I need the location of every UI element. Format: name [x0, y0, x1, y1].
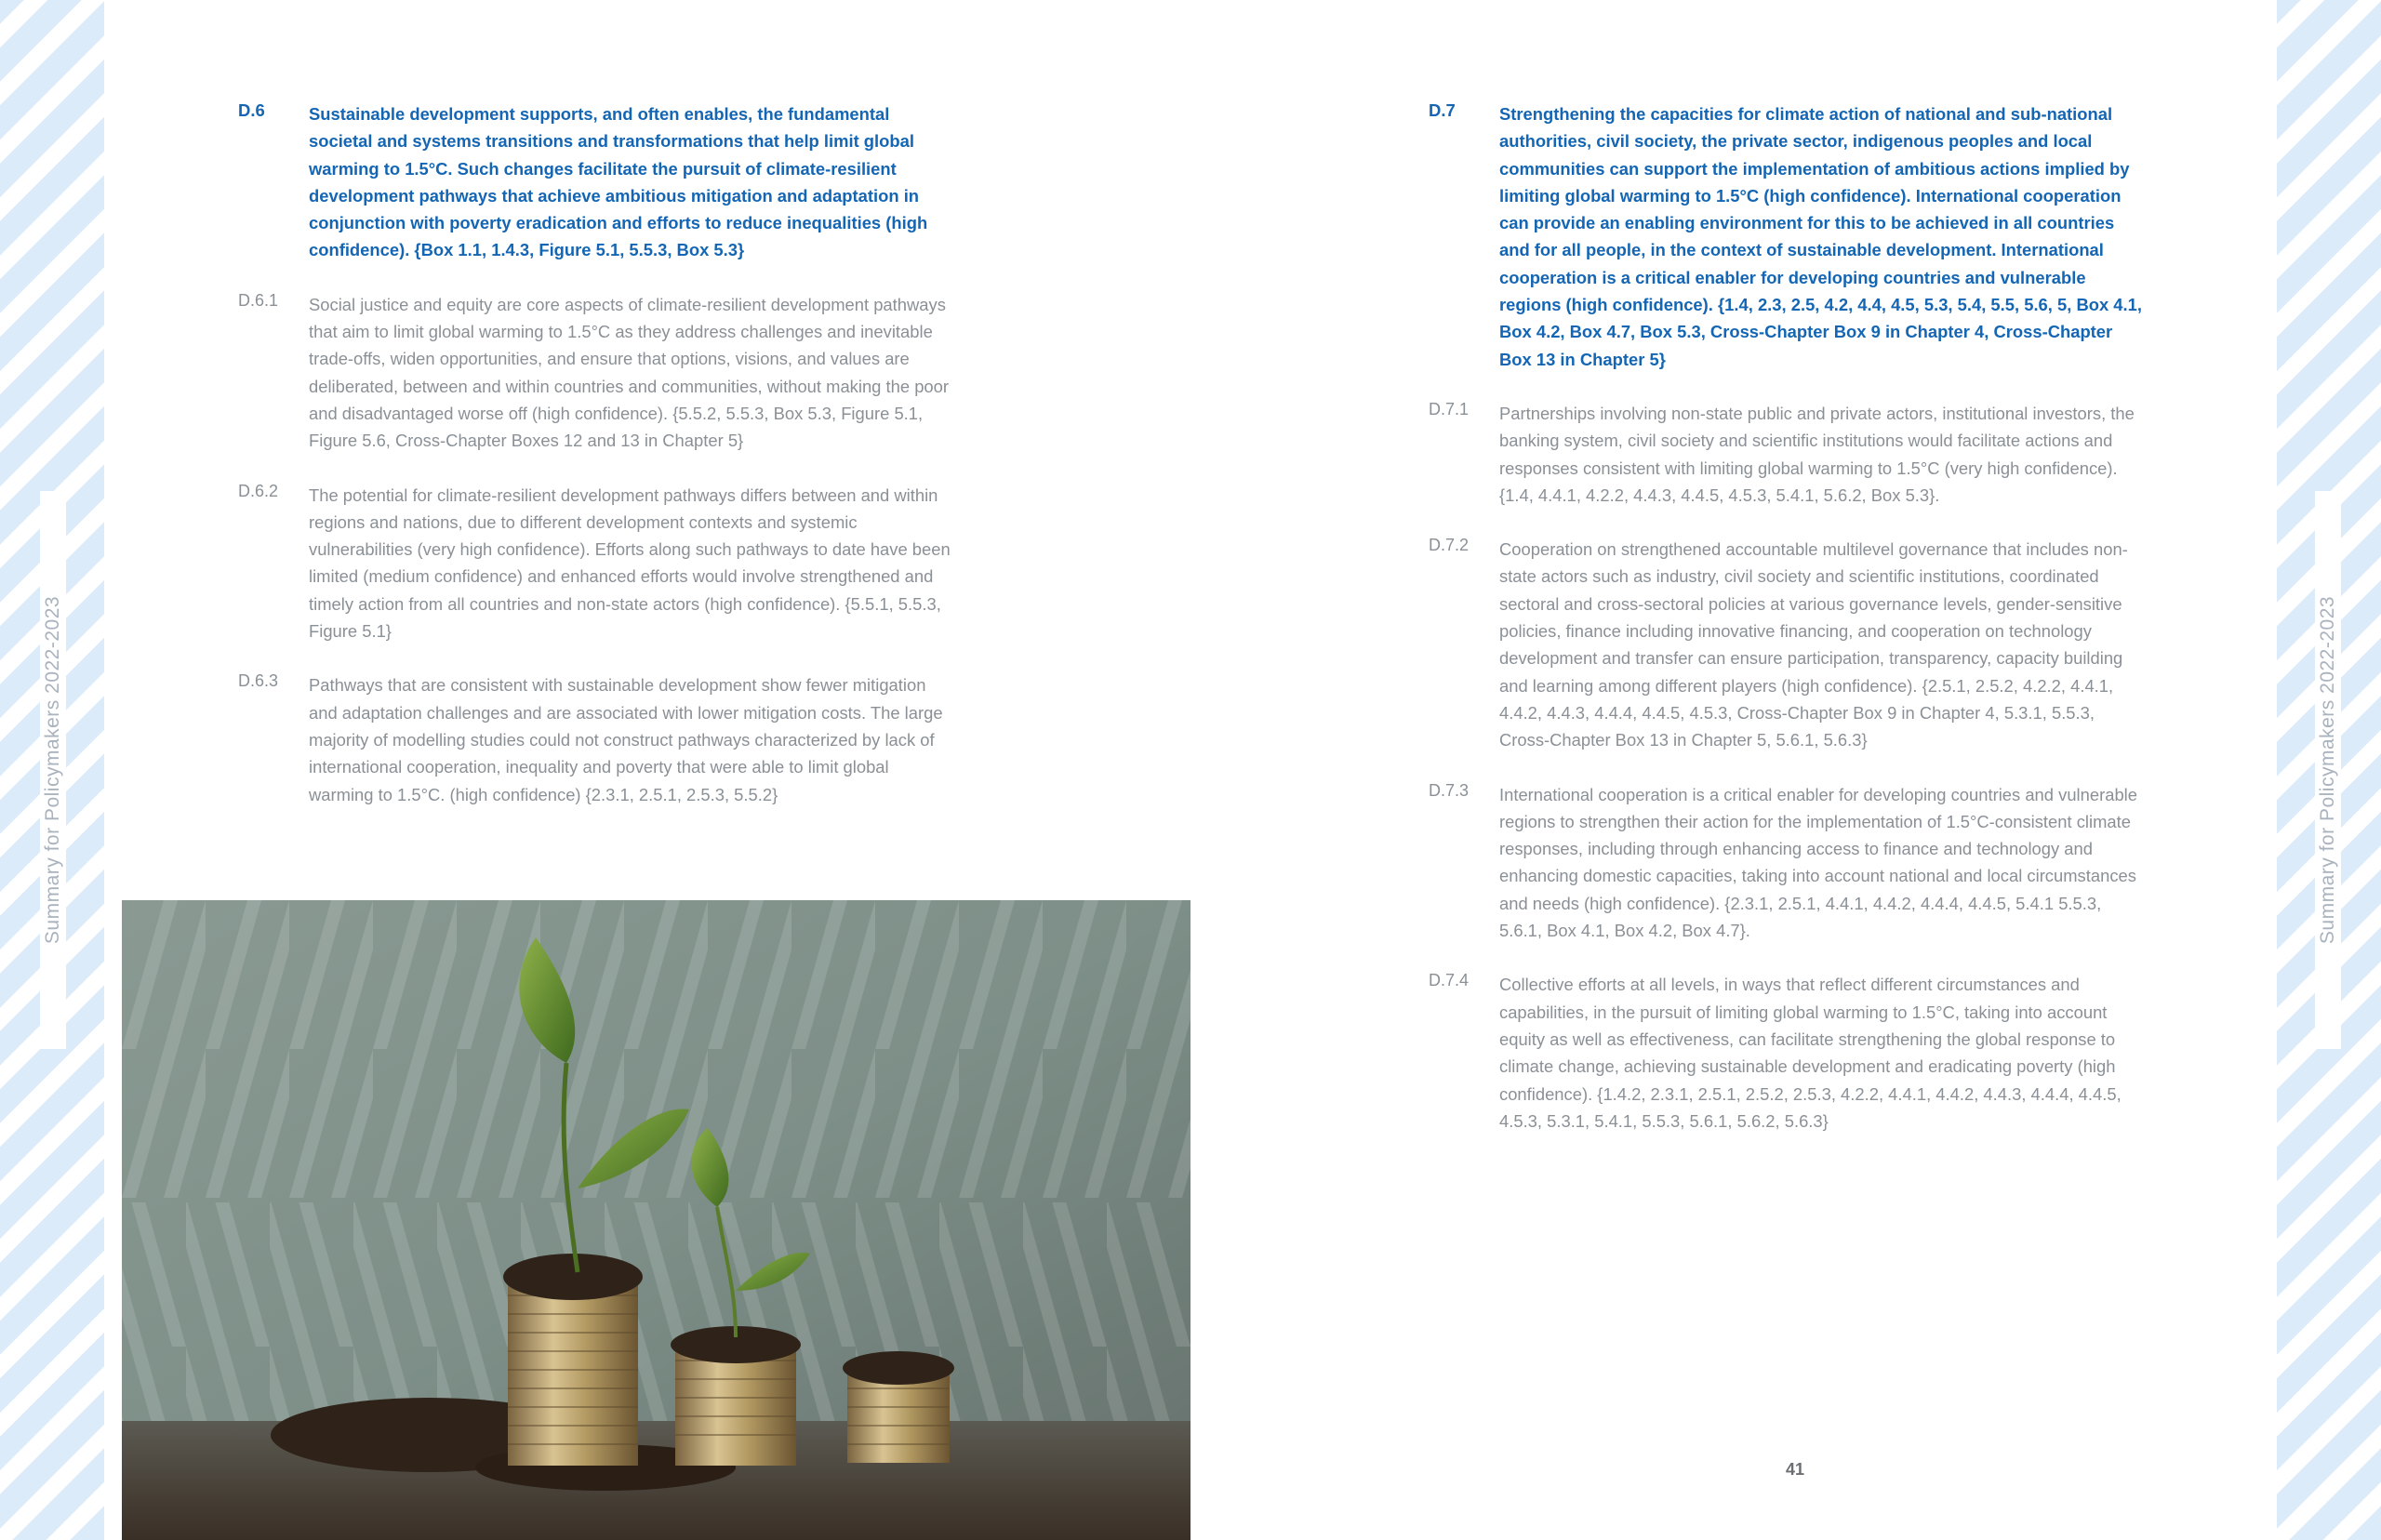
subsection-d7-4: [1429, 971, 2145, 1135]
side-label-right: Summary for Policymakers 2022-2023: [2315, 491, 2341, 1049]
subsection-text: Collective efforts at all levels, in ways that reflect different circumstances and capabilities, in the pursuit of limiting global warming to 1.5°C, taking into account equity as well as effectiveness, can facilitate strengthening the global response to climate change, achieving sustainable development and eradicating poverty (high confidence). {1.4.2, 2.3.1, 2.5.1, 2.5.2, 2.5.3, 4.2.2, 4.4.1, 4.4.2, 4.4.3, 4.4.4, 4.4.5, 4.5.3, 5.3.1, 5.4.1, 5.5.3, 5.6.1, 5.6.2, 5.6.3}: [1499, 975, 2122, 1131]
subsection-code: D.7.1: [1429, 399, 1470, 418]
subsection-text: The potential for climate-resilient development pathways differs between and within regions and nations, due to different development contexts and systemic vulnerabilities (very high confidence). Efforts along such pathways to date have been limited (medium confidence) and enhanced efforts would involve strengthened and timely action from all countries and non-state actors (high confidence). {5.5.1, 5.5.3, Figure 5.1}: [309, 485, 951, 642]
page-number: 41: [1785, 1460, 1805, 1479]
subsection-code: D.6.3: [238, 671, 279, 691]
subsection-d6-1: [238, 291, 954, 455]
section-code: D.7: [1429, 100, 1456, 120]
section-text: Sustainable development supports, and often enables, the fundamental societal and systems transitions and transformations that help limit global warming to 1.5°C. Such changes facilitate the pursuit of climate-resilient development pathways that achieve ambitious mitigation and adaptation in conjunction with poverty eradication and efforts to reduce inequalities (high confidence). {Box 1.1, 1.4.3, Figure 5.1, 5.5.3, Box 5.3}: [309, 104, 928, 260]
subsection-d7-1: [1429, 400, 2145, 509]
subsection-d7-2: [1429, 536, 2145, 753]
subsection-text: International cooperation is a critical enabler for developing countries and vulnerable regions to strengthen their action for the implementation of 1.5°C-consistent climate responses, including through enhancing access to finance and technology and enhancing domestic capacities, taking into account national and local circumstances and needs (high confidence). {2.3.1, 2.5.1, 4.4.1, 4.4.2, 4.4.4, 4.4.5, 5.4.1 5.5.3, 5.6.1, Box 4.1, Box 4.2, Box 4.7}.: [1499, 784, 2137, 941]
subsection-code: D.7.4: [1429, 971, 1470, 990]
subsection-text: Cooperation on strengthened accountable multilevel governance that includes non-state actors such as industry, civil society and scientific institutions, coordinated sectoral and cross-sectoral policies at various governance levels, gender-sensitive policies, finance including innovative financing, and cooperation on technology development and transfer can ensure participation, transparency, capacity building and learning among different players (high confidence). {2.5.1, 2.5.2, 4.2.2, 4.4.1, 4.4.2, 4.4.3, 4.4.4, 4.4.5, 4.5.3, Cross-Chapter Box 9 in Chapter 4, 5.3.1, 5.5.3, Cross-Chapter Box 13 in Chapter 5, 5.6.1, 5.6.3}: [1499, 539, 2128, 750]
subsection-code: D.6.1: [238, 290, 279, 310]
subsection-d6-2: [238, 482, 954, 645]
right-column: [1429, 100, 2145, 1162]
subsection-d7-3: [1429, 781, 2145, 945]
plant-coins-photo: [122, 900, 1190, 1540]
subsection-code: D.7.2: [1429, 536, 1470, 555]
section-d6: [238, 100, 954, 264]
section-code: D.6: [238, 100, 265, 120]
section-d7: [1429, 100, 2145, 373]
subsection-code: D.7.3: [1429, 780, 1470, 800]
subsection-code: D.6.2: [238, 481, 279, 500]
section-text: Strengthening the capacities for climate action of national and sub-national authorities, civil society, the private sector, indigenous peoples and local communities can support the implementation of ambitious actions implied by limiting global warming to 1.5°C (high confidence). International cooperation can provide an enabling environment for this to be achieved in all countries and for all people, in the context of sustainable development. International cooperation is a critical enabler for developing countries and vulnerable regions (high confidence). {1.4, 2.3, 2.5, 4.2, 4.4, 4.5, 5.3, 5.4, 5.5, 5.6, 5, Box 4.1, Box 4.2, Box 4.7, Box 5.3, Cross-Chapter Box 9 in Chapter 4, Cross-Chapter Box 13 in Chapter 5}: [1499, 104, 2142, 369]
subsection-text: Social justice and equity are core aspects of climate-resilient development pathways that aim to limit global warming to 1.5°C as they address challenges and inevitable trade-offs, widen opportunities, and ensure that options, visions, and values are deliberated, between and within countries and communities, without making the poor and disadvantaged worse off (high confidence). {5.5.2, 5.5.3, Box 5.3, Figure 5.1, Figure 5.6, Cross-Chapter Boxes 12 and 13 in Chapter 5}: [309, 294, 950, 451]
left-column: [238, 100, 954, 835]
subsection-text: Pathways that are consistent with sustainable development show fewer mitigation and adaptation challenges and are associated with lower mitigation costs. The large majority of modelling studies could not construct pathways characterized by lack of international cooperation, inequality and poverty that were able to limit global warming to 1.5°C. (high confidence) {2.3.1, 2.5.1, 2.5.3, 5.5.2}: [309, 675, 943, 804]
photo-illustration: [122, 900, 1190, 1540]
subsection-d6-3: [238, 671, 954, 807]
subsection-text: Partnerships involving non-state public and private actors, institutional investors, the banking system, civil society and scientific institutions would facilitate actions and responses consistent with limiting global warming to 1.5°C (very high confidence). {1.4, 4.4.1, 4.2.2, 4.4.3, 4.4.5, 4.5.3, 5.4.1, 5.6.2, Box 5.3}.: [1499, 403, 2135, 505]
side-label-left: Summary for Policymakers 2022-2023: [40, 491, 66, 1049]
